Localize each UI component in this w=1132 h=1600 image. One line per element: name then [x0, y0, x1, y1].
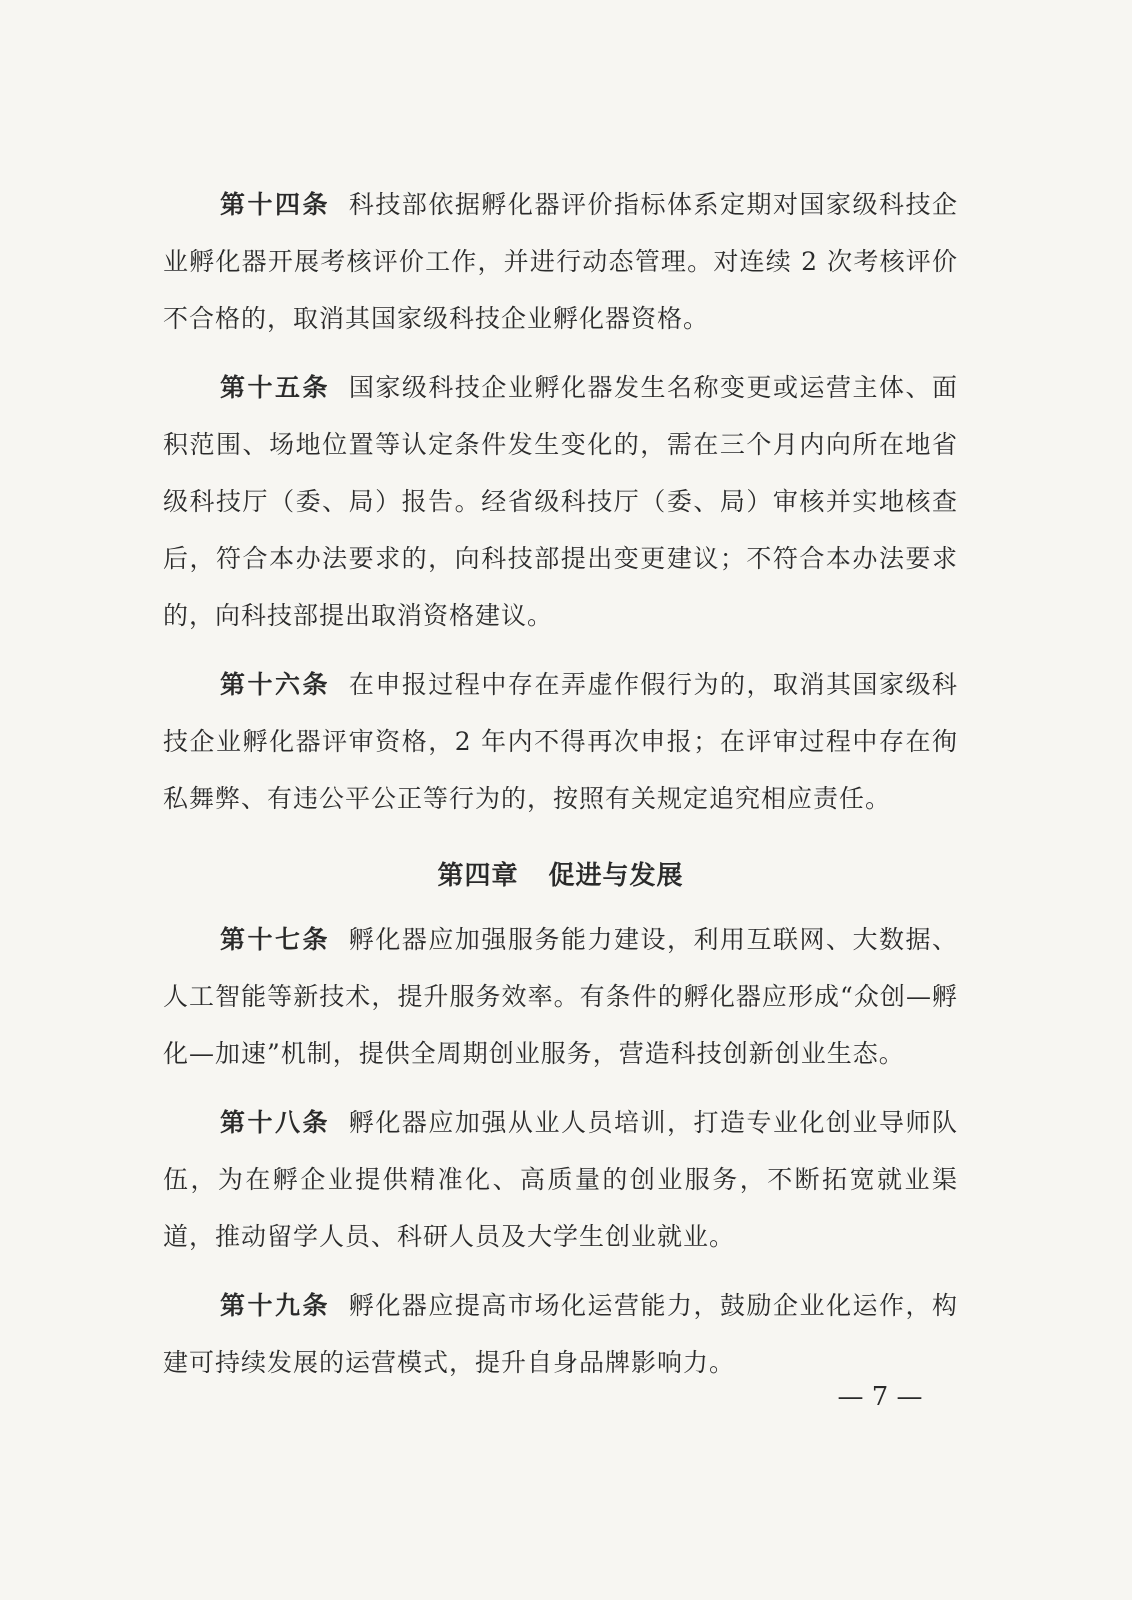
article-label: 第十五条: [220, 373, 331, 402]
article-15: [163, 359, 958, 644]
article-label: 第十七条: [220, 925, 331, 954]
article-text: 孵化器应加强从业人员培训，打造专业化创业导师队伍，为在孵企业提供精准化、高质量的创业服务，不断拓宽就业渠道，推动留学人员、科研人员及大学生创业就业。: [163, 1108, 958, 1251]
article-17: [163, 911, 958, 1082]
document-body: [163, 176, 958, 1403]
article-label: 第十六条: [220, 670, 331, 699]
chapter-title: 促进与发展: [548, 861, 684, 891]
chapter-heading: [163, 845, 958, 907]
article-label: 第十八条: [220, 1108, 331, 1137]
article-text: 孵化器应加强服务能力建设，利用互联网、大数据、人工智能等新技术，提升服务效率。有条件的孵化器应形成“众创—孵化—加速”机制，提供全周期创业服务，营造科技创新创业生态。: [163, 925, 958, 1068]
article-18: [163, 1094, 958, 1265]
page-number: — 7 —: [837, 1382, 923, 1412]
article-label: 第十四条: [220, 190, 331, 219]
article-14: [163, 176, 958, 347]
article-16: [163, 656, 958, 827]
chapter-number: 第四章: [437, 861, 519, 891]
article-text: 在申报过程中存在弄虚作假行为的，取消其国家级科技企业孵化器评审资格，2 年内不得再次申报；在评审过程中存在徇私舞弊、有违公平公正等行为的，按照有关规定追究相应责任。: [163, 670, 958, 813]
article-text: 孵化器应提高市场化运营能力，鼓励企业化运作，构建可持续发展的运营模式，提升自身品牌影响力。: [163, 1291, 958, 1377]
article-label: 第十九条: [220, 1291, 331, 1320]
article-19: [163, 1277, 958, 1391]
article-text: 科技部依据孵化器评价指标体系定期对国家级科技企业孵化器开展考核评价工作，并进行动态管理。对连续 2 次考核评价不合格的，取消其国家级科技企业孵化器资格。: [163, 190, 958, 333]
article-text: 国家级科技企业孵化器发生名称变更或运营主体、面积范围、场地位置等认定条件发生变化的，需在三个月内向所在地省级科技厅（委、局）报告。经省级科技厅（委、局）审核并实地核查后，符合本办法要求的，向科技部提出变更建议；不符合本办法要求的，向科技部提出取消资格建议。: [163, 373, 958, 630]
